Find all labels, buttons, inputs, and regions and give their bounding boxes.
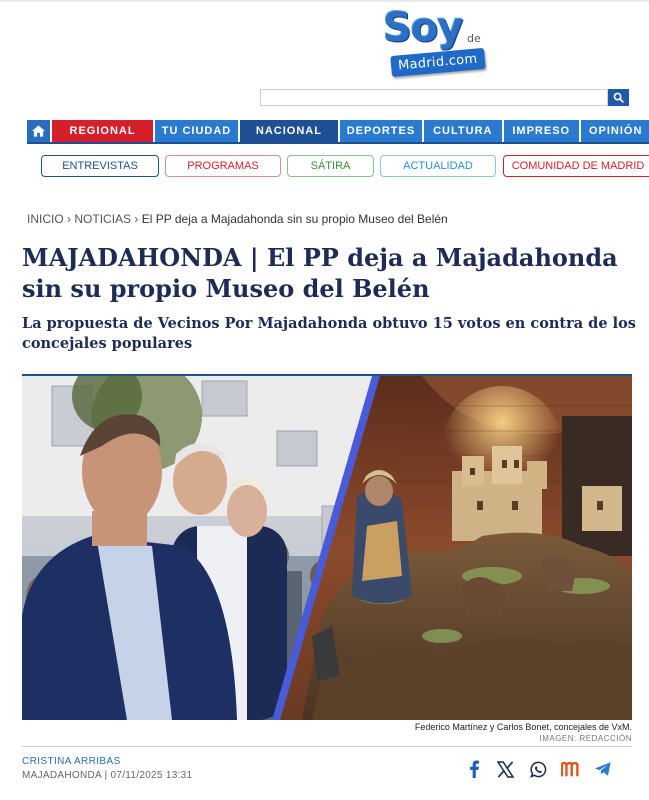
- breadcrumb-separator: ›: [67, 212, 72, 226]
- top-border: [0, 0, 649, 2]
- nav-item-cultura[interactable]: CULTURA: [424, 120, 501, 142]
- photo-credit: IMAGEN: REDACCIÓN: [539, 734, 632, 743]
- search-icon: [613, 92, 624, 103]
- tag-comunidad-de-madrid[interactable]: COMUNIDAD DE MADRID: [503, 155, 649, 177]
- telegram-icon: [594, 761, 612, 777]
- x-icon: [497, 761, 514, 778]
- share-whatsapp-button[interactable]: [527, 758, 549, 780]
- whatsapp-icon: [530, 761, 547, 778]
- article-subtitle: La propuesta de Vecinos Por Majadahonda obtuvo 15 votos en contra de los concejales populares: [22, 315, 636, 352]
- share-meneame-button[interactable]: [560, 758, 582, 780]
- share-telegram-button[interactable]: [592, 758, 614, 780]
- breadcrumb-current: El PP deja a Majadahonda sin su propio Museo del Belén: [141, 212, 448, 226]
- nav-item-tu-ciudad[interactable]: TU CIUDAD: [155, 120, 238, 142]
- tag-programas[interactable]: PROGRAMAS: [165, 155, 281, 177]
- nav-item-deportes[interactable]: DEPORTES: [340, 120, 422, 142]
- site-logo[interactable]: [383, 5, 498, 86]
- nav-home-button[interactable]: [27, 120, 50, 142]
- logo-madrid-text: Madrid.com: [390, 48, 485, 77]
- breadcrumb-separator: ›: [134, 212, 139, 226]
- author-link[interactable]: CRISTINA ARRIBAS: [22, 756, 121, 767]
- breadcrumb-inicio[interactable]: INICIO: [27, 212, 64, 226]
- home-icon: [32, 125, 45, 137]
- main-nav: [27, 120, 649, 144]
- nav-item-impreso[interactable]: IMPRESO: [504, 120, 579, 142]
- nav-item-opinion[interactable]: OPINIÓN: [581, 120, 649, 142]
- tag-satira[interactable]: SÁTIRA: [287, 155, 374, 177]
- tag-actualidad[interactable]: ACTUALIDAD: [380, 155, 496, 177]
- search-input[interactable]: [260, 89, 608, 106]
- breadcrumb: [27, 212, 448, 226]
- share-x-button[interactable]: [494, 758, 516, 780]
- article-dateline: MAJADAHONDA | 07/11/2025 13:31: [22, 770, 193, 781]
- photo-caption: Federico Martínez y Carlos Bonet, concejales de VxM.: [414, 722, 632, 732]
- logo-de-text: de: [467, 32, 481, 45]
- share-facebook-button[interactable]: [463, 758, 485, 780]
- tag-entrevistas[interactable]: ENTREVISTAS: [41, 155, 159, 177]
- article-photo: [22, 374, 632, 720]
- breadcrumb-noticias[interactable]: NOTICIAS: [74, 212, 132, 226]
- facebook-icon: [468, 760, 480, 778]
- byline-divider: [22, 746, 632, 747]
- nav-item-regional[interactable]: REGIONAL: [52, 120, 153, 142]
- nav-item-nacional[interactable]: NACIONAL: [240, 120, 338, 142]
- search-button[interactable]: [608, 89, 629, 106]
- logo-soy-text: Soy: [383, 5, 463, 51]
- meneame-icon: [561, 761, 581, 777]
- article-headline: MAJADAHONDA | El PP deja a Majadahonda sin su propio Museo del Belén: [22, 243, 618, 303]
